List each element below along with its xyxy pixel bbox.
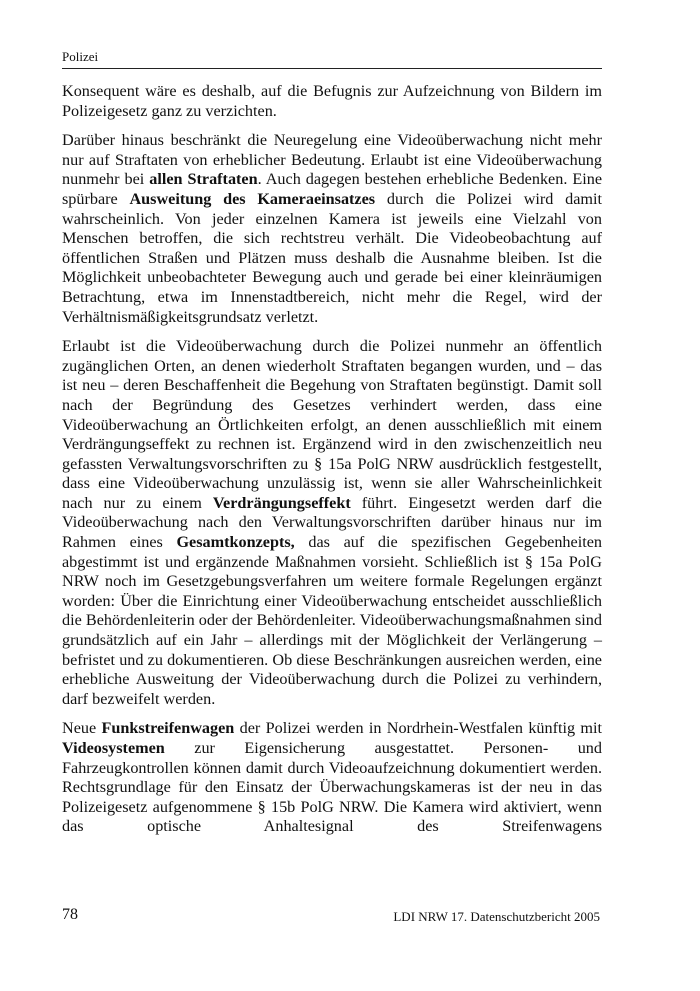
bold-text-run: Ausweitung des Kameraeinsatzes: [129, 189, 376, 208]
text-run: Konsequent wäre es deshalb, auf die Befugnis zur Aufzeichnung von Bildern im Polizeigesetz ganz zu verzichten.: [62, 82, 602, 120]
text-run: der Polizei werden in Nordrhein-Westfalen künftig mit: [234, 719, 603, 738]
text-run: Erlaubt ist die Videoüberwachung durch die Polizei nunmehr an öffentlich zugänglichen Orten, an denen wiederholt Straftaten begangen wurden, und – das ist neu – deren Beschaffenheit die Begehung von Straftaten begünstigt. Damit soll nach der Begründung des Gesetzes verhindert werden, dass eine Videoüberwachung an Örtlichkeiten erfolgt, an denen ausschließlich mit einem Verdrängungseffekt zu rechnen ist. Ergänzend wird in den zwischenzeitlich neu gefassten Verwaltungsvorschriften zu § 15a PolG NRW ausdrücklich festgestellt, dass eine Videoüberwachung unzulässig ist, wenn sie aller Wahrscheinlichkeit nach nur zu einem: [62, 337, 602, 512]
footer-publication: LDI NRW 17. Datenschutzbericht 2005: [393, 909, 600, 924]
bold-text-run: Gesamtkonzepts,: [176, 533, 295, 552]
bold-text-run: Videosystemen: [62, 739, 165, 757]
paragraph: [62, 131, 602, 327]
bold-text-run: allen Straftaten: [149, 170, 258, 189]
document-page: [62, 0, 602, 991]
body-text: [62, 82, 602, 847]
bold-text-run: Funkstreifenwagen: [101, 719, 235, 738]
bold-text-run: Verdrängungseffekt: [212, 493, 351, 512]
text-run: Neue: [62, 719, 102, 738]
text-run: das auf die spezifischen Gegebenheiten abgestimmt ist und ergänzende Maßnahmen vorsieht. Schließlich ist § 15a PolG NRW noch im Gesetzgebungsverfahren um weitere formale Regelungen ergänzt worden: Über die Einrichtung einer Videoüberwachung entscheidet ausschließlich die Behördenleiterin oder der Behördenleiter. Videoüberwachungsmaßnahmen sind grundsätzlich auf ein Jahr – allerdings mit der Möglichkeit der Verlängerung – befristet und zu dokumentieren. Ob diese Beschränkungen ausreichen werden, eine erhebliche Ausweitung der Videoüberwachung durch die Polizei zu verhindern, darf bezweifelt werden.: [62, 533, 602, 708]
page-number: 78: [62, 906, 78, 923]
text-run: durch die Polizei wird damit wahrscheinlich. Von jeder einzelnen Kamera ist jeweils eine Vielzahl von Menschen betroffen, die sich rechtstreu verhält. Die Videobeobachtung auf öffentlichen Straßen und Plätzen muss deshalb die Ausnahme bleiben. Ist die Möglichkeit unbeobachteter Bewegung auch und gerade bei einer kleinräumigen Betrachtung, etwa im Innenstadtbereich, nicht mehr die Regel, wird der Verhältnismäßigkeitsgrundsatz verletzt.: [62, 189, 602, 326]
paragraph: [62, 337, 602, 709]
text-run: führt. Eingesetzt werden darf die Videoüberwachung nach den Verwaltungsvorschriften darüber hinaus nur im Rahmen eines: [62, 493, 602, 552]
text-run: zur Eigensicherung ausgestattet. Personen- und Fahrzeugkontrollen können damit durch Videoaufzeichnung dokumentiert werden. Rechtsgrundlage für den Einsatz der Überwachungskameras ist der neu in das Polizeigesetz aufgenommene § 15b PolG NRW. Die Kamera wird aktiviert, wenn das optische Anhaltesignal des Streifenwagens: [62, 739, 602, 836]
paragraph: [62, 719, 602, 837]
running-header: Polizei: [62, 49, 99, 64]
paragraph: [62, 82, 602, 121]
header-divider: [62, 68, 602, 69]
text-run: Darüber hinaus beschränkt die Neuregelung eine Videoüberwachung nicht mehr nur auf Straftaten von erheblicher Bedeutung. Erlaubt ist eine Videoüberwachung nunmehr bei: [62, 131, 602, 189]
text-run: . Auch dagegen bestehen erhebliche Bedenken. Eine spürbare: [62, 170, 603, 208]
